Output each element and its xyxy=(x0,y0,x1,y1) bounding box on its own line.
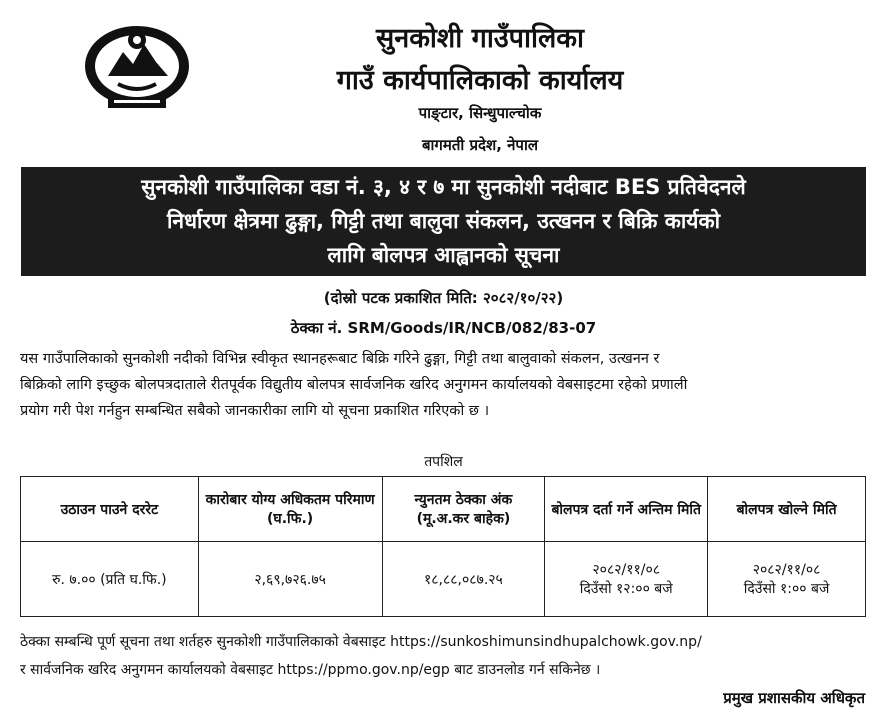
cell-quantity: २,६९,७२६.७५ xyxy=(198,542,382,617)
address-line-1: पाङ्टार, सिन्धुपाल्चोक xyxy=(418,104,542,122)
contract-number: ठेक्का नं. SRM/Goods/IR/NCB/082/83-07 xyxy=(290,319,597,337)
nepal-government-emblem-icon xyxy=(78,14,196,114)
body-line-2: बिक्रिको लागि इच्छुक बोलपत्रदाताले रीतपूर्वक विद्युतीय बोलपत्र सार्वजनिक खरिद अनुगमन कार्यालयको वेबसाइटमा रहेको प्रणाली xyxy=(20,377,688,393)
submit-time: दिउँसो १२:०० बजे xyxy=(579,581,673,597)
notice-body xyxy=(20,346,870,424)
header-rate: उठाउन पाउने दररेट xyxy=(21,477,199,542)
footer-line-1: ठेक्का सम्बन्धि पूर्ण सूचना तथा शर्तहरु सुनकोशी गाउँपालिकाको वेबसाइट https://sunkoshimunsindhupalchowk.gov.np/ xyxy=(20,634,702,650)
banner-line-1: सुनकोशी गाउँपालिका वडा नं. ३, ४ र ७ मा सुनकोशी नदीबाट BES प्रतिवेदनले xyxy=(141,175,746,199)
address-line-2: बागमती प्रदेश, नेपाल xyxy=(421,136,539,154)
submit-date: २०८२/११/०८ xyxy=(592,562,661,578)
cell-submit-deadline xyxy=(545,542,708,617)
cell-rate: रु. ७.०० (प्रति घ.फि.) xyxy=(21,542,199,617)
office-subtitle: गाउँ कार्यपालिकाको कार्यालय xyxy=(336,65,624,96)
banner-line-3: लागि बोलपत्र आह्वानको सूचना xyxy=(327,243,560,267)
header-quantity: कारोबार योग्य अधिकतम परिमाण (घ.फि.) xyxy=(198,477,382,542)
office-title: सुनकोशी गाउँपालिका xyxy=(375,23,585,54)
cell-opening-date xyxy=(708,542,866,617)
footer-line-2: र सार्वजनिक खरिद अनुगमन कार्यालयको वेबसाइट https://ppmo.gov.np/egp बाट डाउनलोड गर्न सकिनेछ । xyxy=(20,662,601,678)
open-date: २०८२/११/०८ xyxy=(752,562,821,578)
table-title: तपशिल xyxy=(424,454,463,470)
footer-note xyxy=(20,628,870,684)
publication-date: (दोस्रो पटक प्रकाशित मिति: २०८२/१०/२२) xyxy=(323,289,564,307)
body-line-3: प्रयोग गरी पेश गर्नहुन सम्बन्धित सबैको जानकारीका लागि यो सूचना प्रकाशित गरिएको छ । xyxy=(20,403,490,419)
header-opening-date: बोलपत्र खोल्ने मिति xyxy=(708,477,866,542)
open-time: दिउँसो १:०० बजे xyxy=(743,581,830,597)
header-submit-deadline: बोलपत्र दर्ता गर्ने अन्तिम मिति xyxy=(545,477,708,542)
signature: प्रमुख प्रशासकीय अधिकृत xyxy=(723,689,865,707)
tender-details-table xyxy=(20,476,866,617)
header-min-amount: न्युनतम ठेक्का अंक (मू.अ.कर बाहेक) xyxy=(382,477,545,542)
cell-min-amount: १८,८८,०८७.२५ xyxy=(382,542,545,617)
table-row xyxy=(21,542,866,617)
body-line-1: यस गाउँपालिकाको सुनकोशी नदीको विभिन्न स्वीकृत स्थानहरूबाट बिक्रि गरिने ढुङ्गा, गिट्टी तथा बालुवाको संकलन, उत्खनन र xyxy=(20,351,660,367)
banner-line-2: निर्धारण क्षेत्रमा ढुङ्गा, गिट्टी तथा बालुवा संकलन, उत्खनन र बिक्रि कार्यको xyxy=(166,209,721,233)
notice-title-banner xyxy=(21,167,866,276)
table-header-row xyxy=(21,477,866,542)
